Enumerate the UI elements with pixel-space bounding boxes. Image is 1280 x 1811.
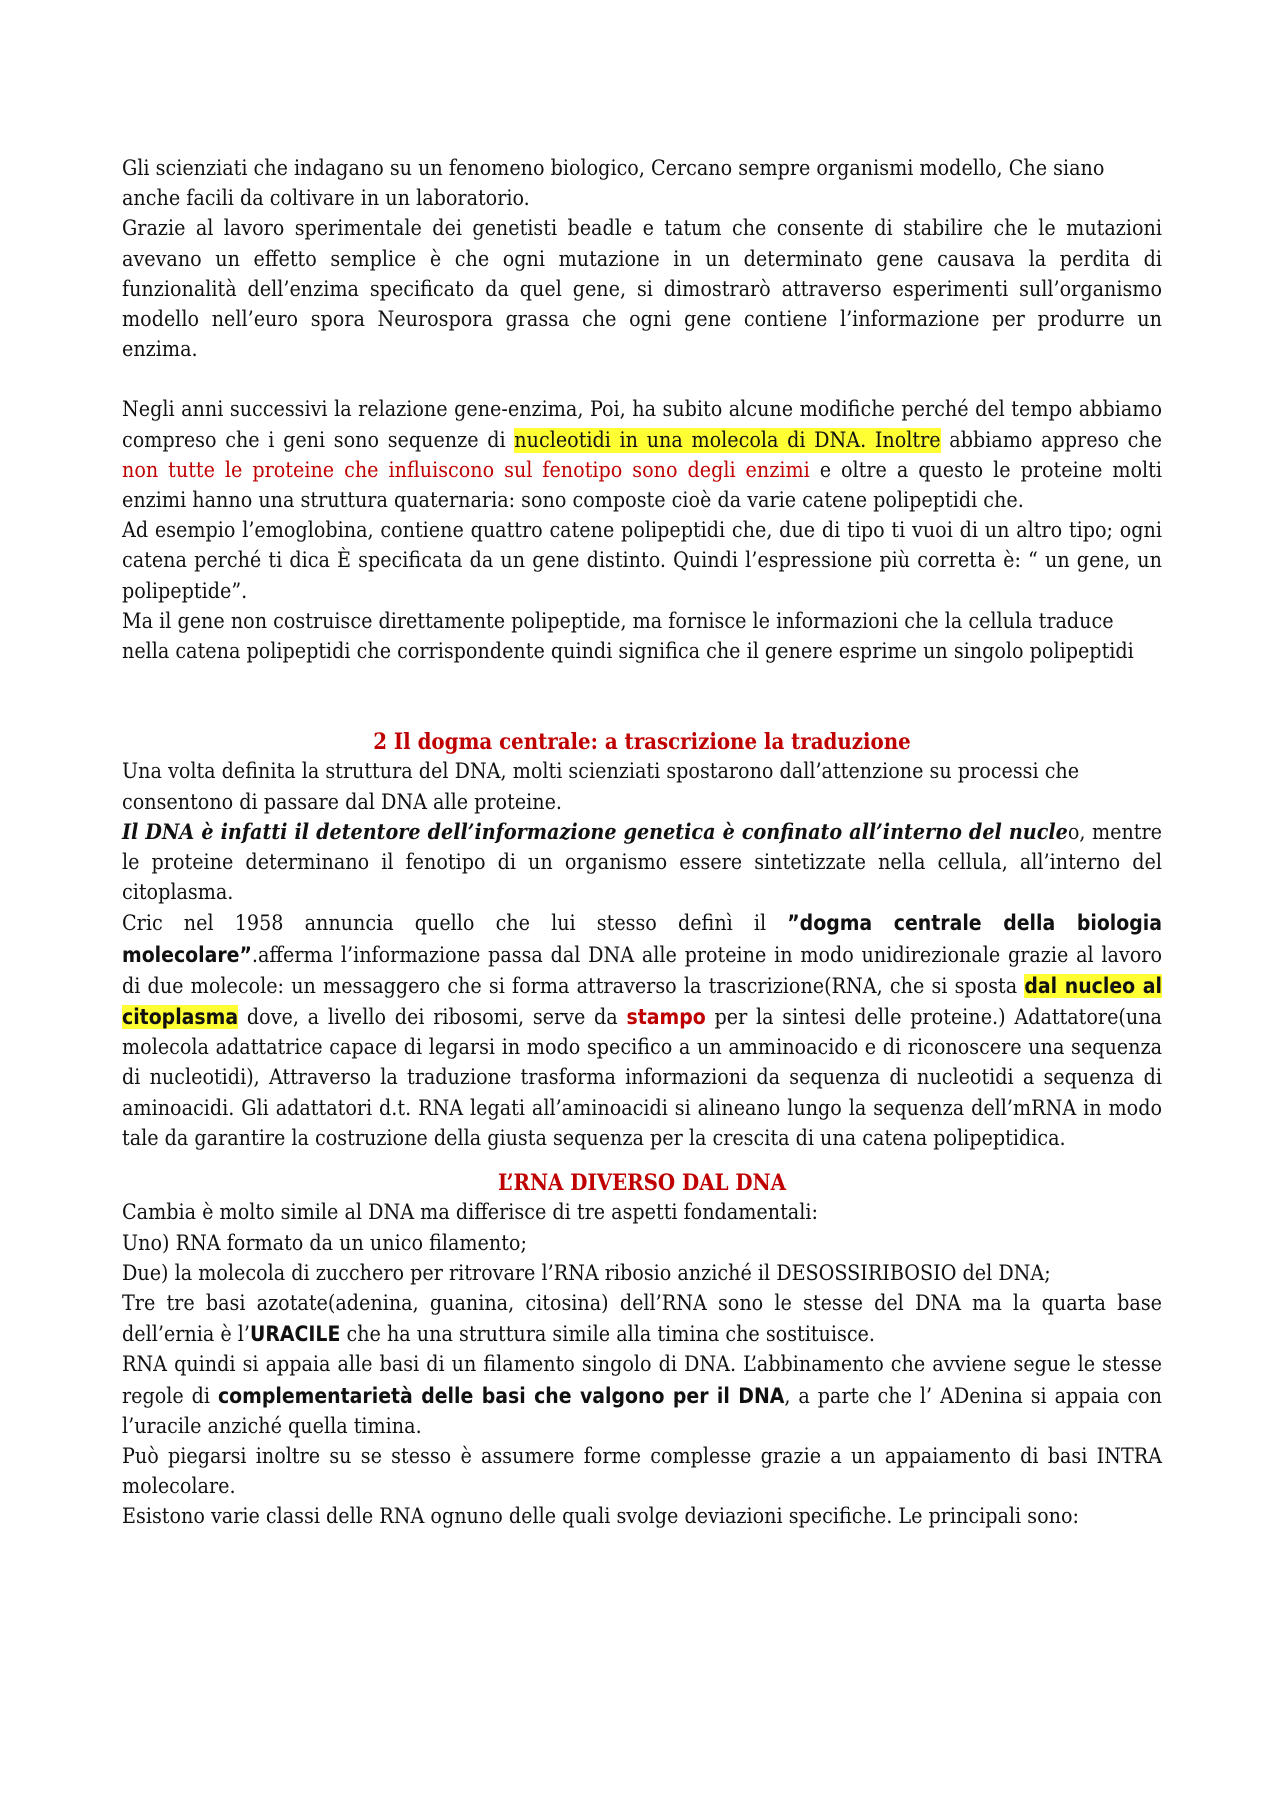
highlighted-text: nucleotidi in una molecola di DNA. Inoltre: [514, 427, 941, 453]
section-heading: 2 Il dogma centrale: a trascrizione la traduzione: [373, 729, 911, 756]
text-run: per la sintesi delle proteine.) Adattatore(una molecola adattatrice capace di legarsi in modo specifico a un amminoacido e di riconoscere una sequenza di nucleotidi), Attraverso la traduzione trasforma informazioni da sequenza di nucleotidi a sequenza di aminoacidi. Gli adattatori d.t. RNA legati all’aminoacidi si alineano lungo la sequenza dell’mRNA in modo tale da garantire la costruzione della giusta sequenza per la crescita di una catena polipeptidica.: [122, 1005, 1162, 1151]
document-page: [122, 154, 1162, 1533]
bold-text: ”dogma centrale della biologia molecolare”: [122, 911, 1162, 967]
paragraph: [122, 908, 1162, 1154]
paragraph: [122, 1289, 1162, 1350]
paragraph: Grazie al lavoro sperimentale dei genetisti beadle e tatum che consente di stabilire che le mutazioni avevano un effetto semplice è che ogni mutazione in un determinato gene causava la perdita di funzionalità dell’enzima specificato da quel gene, si dimostrarò attraverso esperimenti sull’organismo modello nell’euro spora Neurospora grassa che ogni gene contiene l’informazione per produrre un enzima.: [122, 216, 1162, 363]
paragraph: Cambia è molto simile al DNA ma differisce di tre aspetti fondamentali:: [122, 1200, 818, 1226]
bold-text: complementarietà delle basi che valgono per il DNA: [217, 1383, 785, 1408]
text-run: che ha una struttura simile alla timina che sostituisce.: [340, 1322, 875, 1348]
paragraph: [122, 1350, 1162, 1442]
highlighted-text: dal nucleo al citoplasma: [122, 973, 1163, 1030]
text-run: Cric nel 1958 annuncia quello che lui stesso definì il: [122, 911, 788, 937]
paragraph: Può piegarsi inoltre su se stesso è assumere forme complesse grazie a un appaiamento di basi INTRA molecolare.: [122, 1443, 1162, 1500]
bold-italic-text: Il DNA è infatti il detentore dell’informazione genetica è confinato all’interno del nucle: [122, 819, 1068, 845]
text-run: Tre tre basi azotate(adenina, guanina, citosina) dell’RNA sono le stesse del DNA ma la quarta base dell’ernia è l’: [122, 1290, 1162, 1348]
paragraph: Ad esempio l’emoglobina, contiene quattro catene polipeptidi che, due di tipo ti vuoi di un altro tipo; ogni catena perché ti dica È specificata da un gene distinto. Quindi l’espressione più corretta è: “ un gene, un polipeptide”.: [122, 518, 1162, 604]
paragraph: [122, 395, 1162, 516]
text-run: dove, a livello dei ribosomi, serve da: [238, 1005, 627, 1031]
red-bold-text: stampo: [626, 1005, 706, 1030]
text-run: , a parte che l’ ADenina si appaia con l’uracile anziché quella timina.: [122, 1383, 1162, 1439]
paragraph: Due) la molecola di zucchero per ritrovare l’RNA ribosio anziché il DESOSSIRIBOSIO del DNA;: [122, 1260, 1051, 1286]
red-text: non tutte le proteine che influiscono sul fenotipo sono degli enzimi: [122, 457, 810, 483]
text-run: .afferma l’informazione passa dal DNA alle proteine in modo unidirezionale grazie al lavoro di due molecole: un messaggero che si forma attraverso la trascrizione(RNA, che si sposta: [122, 942, 1162, 999]
paragraph: Gli scienziati che indagano su un fenomeno biologico, Cercano sempre organismi modello, Che siano anche facili da coltivare in un laboratorio.: [122, 156, 1105, 212]
text-run: RNA quindi si appaia alle basi di un filamento singolo di DNA. L’abbinamento che avviene segue le stesse regole di: [122, 1352, 1162, 1409]
paragraph: Uno) RNA formato da un unico filamento;: [122, 1230, 527, 1256]
paragraph: [122, 818, 1162, 909]
text-run: e oltre a questo le proteine molti enzimi hanno una struttura quaternaria: sono composte cioè da varie catene polipeptidi che.: [122, 457, 1162, 514]
paragraph: Una volta definita la struttura del DNA, molti scienziati spostarono dall’attenzione su processi che consentono di passare dal DNA alle proteine.: [122, 759, 1080, 815]
paragraph: Esistono varie classi delle RNA ognuno delle quali svolge deviazioni specifiche. Le principali sono:: [122, 1504, 1079, 1530]
section-heading: L’RNA DIVERSO DAL DNA: [497, 1170, 786, 1197]
text-run: abbiamo appreso che: [940, 427, 1162, 453]
text-run: Negli anni successivi la relazione gene-enzima, Poi, ha subito alcune modifiche perché del tempo abbiamo compreso che i geni sono sequenze di: [122, 397, 1162, 453]
paragraph: Ma il gene non costruisce direttamente polipeptide, ma fornisce le informazioni che la cellula traduce nella catena polipeptidi che corrispondente quindi significa che il genere esprime un singolo polipeptidi: [122, 608, 1134, 665]
text-run: o, mentre le proteine determinano il fenotipo di un organismo essere sintetizzate nella cellula, all’interno del citoplasma.: [122, 819, 1162, 906]
bold-text: URACILE: [250, 1322, 341, 1347]
